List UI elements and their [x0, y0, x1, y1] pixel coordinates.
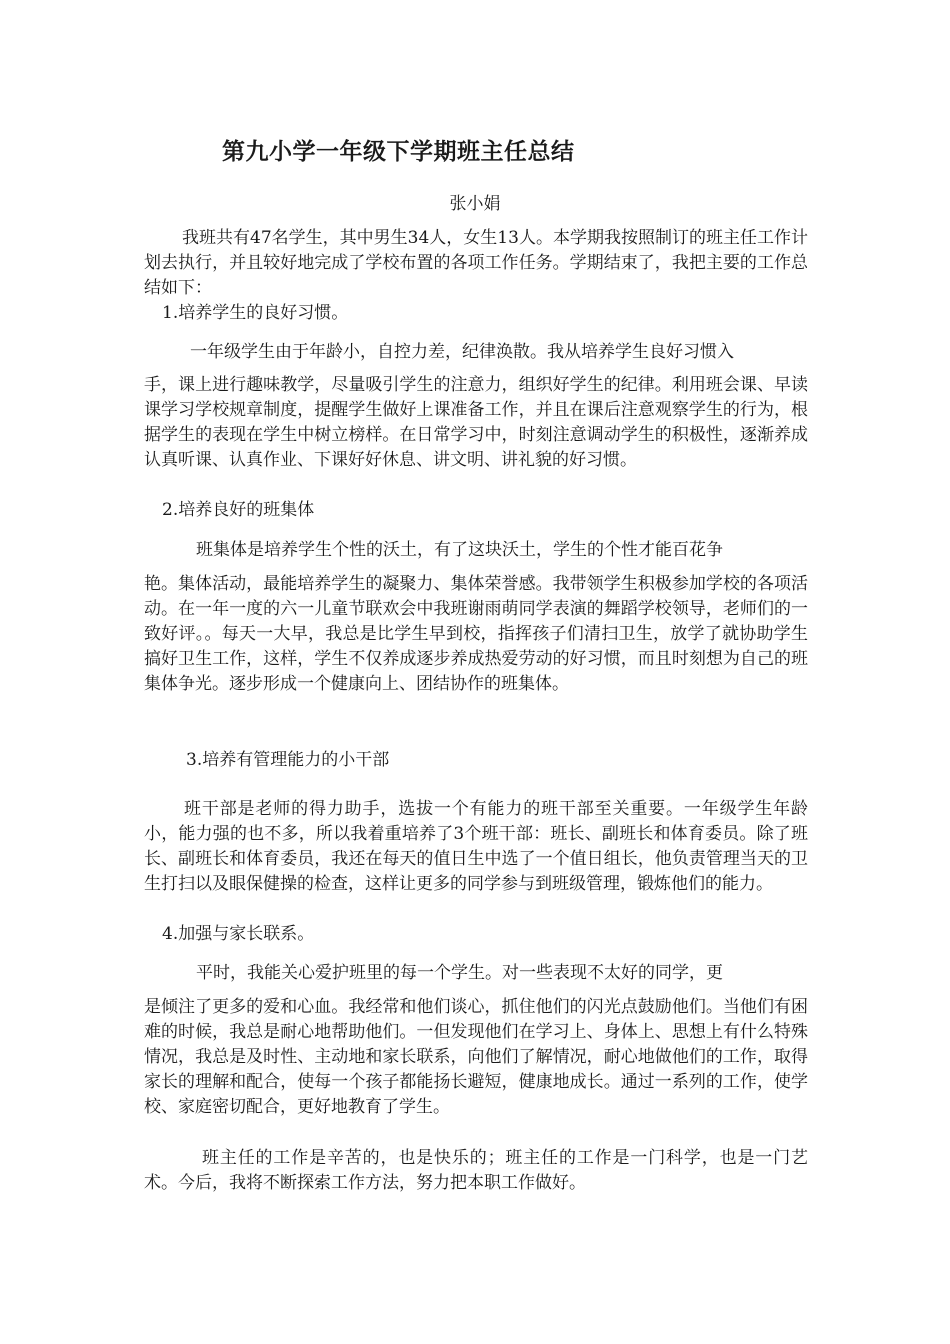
section-heading-2: 2.培养良好的班集体 [162, 500, 315, 520]
section-1-first-line: 一年级学生由于年龄小，自控力差，纪律涣散。我从培养学生良好习惯入 [190, 342, 734, 362]
closing-paragraph: 班主任的工作是辛苦的，也是快乐的；班主任的工作是一门科学，也是一门艺术。今后，我将不断探索工作方法，努力把本职工作做好。 [144, 1148, 808, 1193]
section-2-body: 艳。集体活动，最能培养学生的凝聚力、集体荣誉感。我带领学生积极参加学校的各项活动。在一年一度的六一儿童节联欢会中我班谢雨萌同学表演的舞蹈学校领导，老师们的一致好评。。每天一大早，我总是比学生早到校，指挥孩子们清扫卫生，放学了就协助学生搞好卫生工作，这样，学生不仅养成逐步养成热爱劳动的好习惯，而且时刻想为自己的班集体争光。逐步形成一个健康向上、团结协作的班集体。 [144, 574, 808, 694]
section-heading-4: 4.加强与家长联系。 [162, 924, 315, 944]
document-author: 张小娟 [449, 194, 501, 214]
section-4-first-line: 平时，我能关心爱护班里的每一个学生。对一些表现不太好的同学，更 [196, 963, 723, 983]
intro-paragraph: 我班共有47名学生，其中男生34人，女生13人。本学期我按照制订的班主任工作计划去执行，并且较好地完成了学校布置的各项工作任务。学期结束了，我把主要的工作总结如下： [144, 228, 808, 298]
section-4-body: 是倾注了更多的爱和心血。我经常和他们谈心，抓住他们的闪光点鼓励他们。当他们有困难的时候，我总是耐心地帮助他们。一但发现他们在学习上、身体上、思想上有什么特殊情况，我总是及时性、主动地和家长联系，向他们了解情况，耐心地做他们的工作，取得家长的理解和配合，使每一个孩子都能扬长避短，健康地成长。通过一系列的工作，使学校、家庭密切配合，更好地教育了学生。 [144, 997, 808, 1117]
document-title: 第九小学一年级下学期班主任总结 [222, 139, 575, 165]
section-heading-1: 1.培养学生的良好习惯。 [162, 303, 349, 323]
section-2-first-line: 班集体是培养学生个性的沃土，有了这块沃土，学生的个性才能百花争 [196, 540, 723, 560]
section-3-body: 班干部是老师的得力助手，选拔一个有能力的班干部至关重要。一年级学生年龄小，能力强的也不多，所以我着重培养了3个班干部：班长、副班长和体育委员。除了班长、副班长和体育委员，我还在每天的值日生中选了一个值日组长，他负责管理当天的卫生打扫以及眼保健操的检查，这样让更多的同学参与到班级管理，锻炼他们的能力。 [144, 799, 808, 894]
section-heading-3: 3.培养有管理能力的小干部 [186, 750, 390, 770]
section-1-body: 手，课上进行趣味教学，尽量吸引学生的注意力，组织好学生的纪律。利用班会课、早读课学习学校规章制度，提醒学生做好上课准备工作，并且在课后注意观察学生的行为，根据学生的表现在学生中树立榜样。在日常学习中，时刻注意调动学生的积极性，逐渐养成认真听课、认真作业、下课好好休息、讲文明、讲礼貌的好习惯。 [144, 375, 808, 470]
